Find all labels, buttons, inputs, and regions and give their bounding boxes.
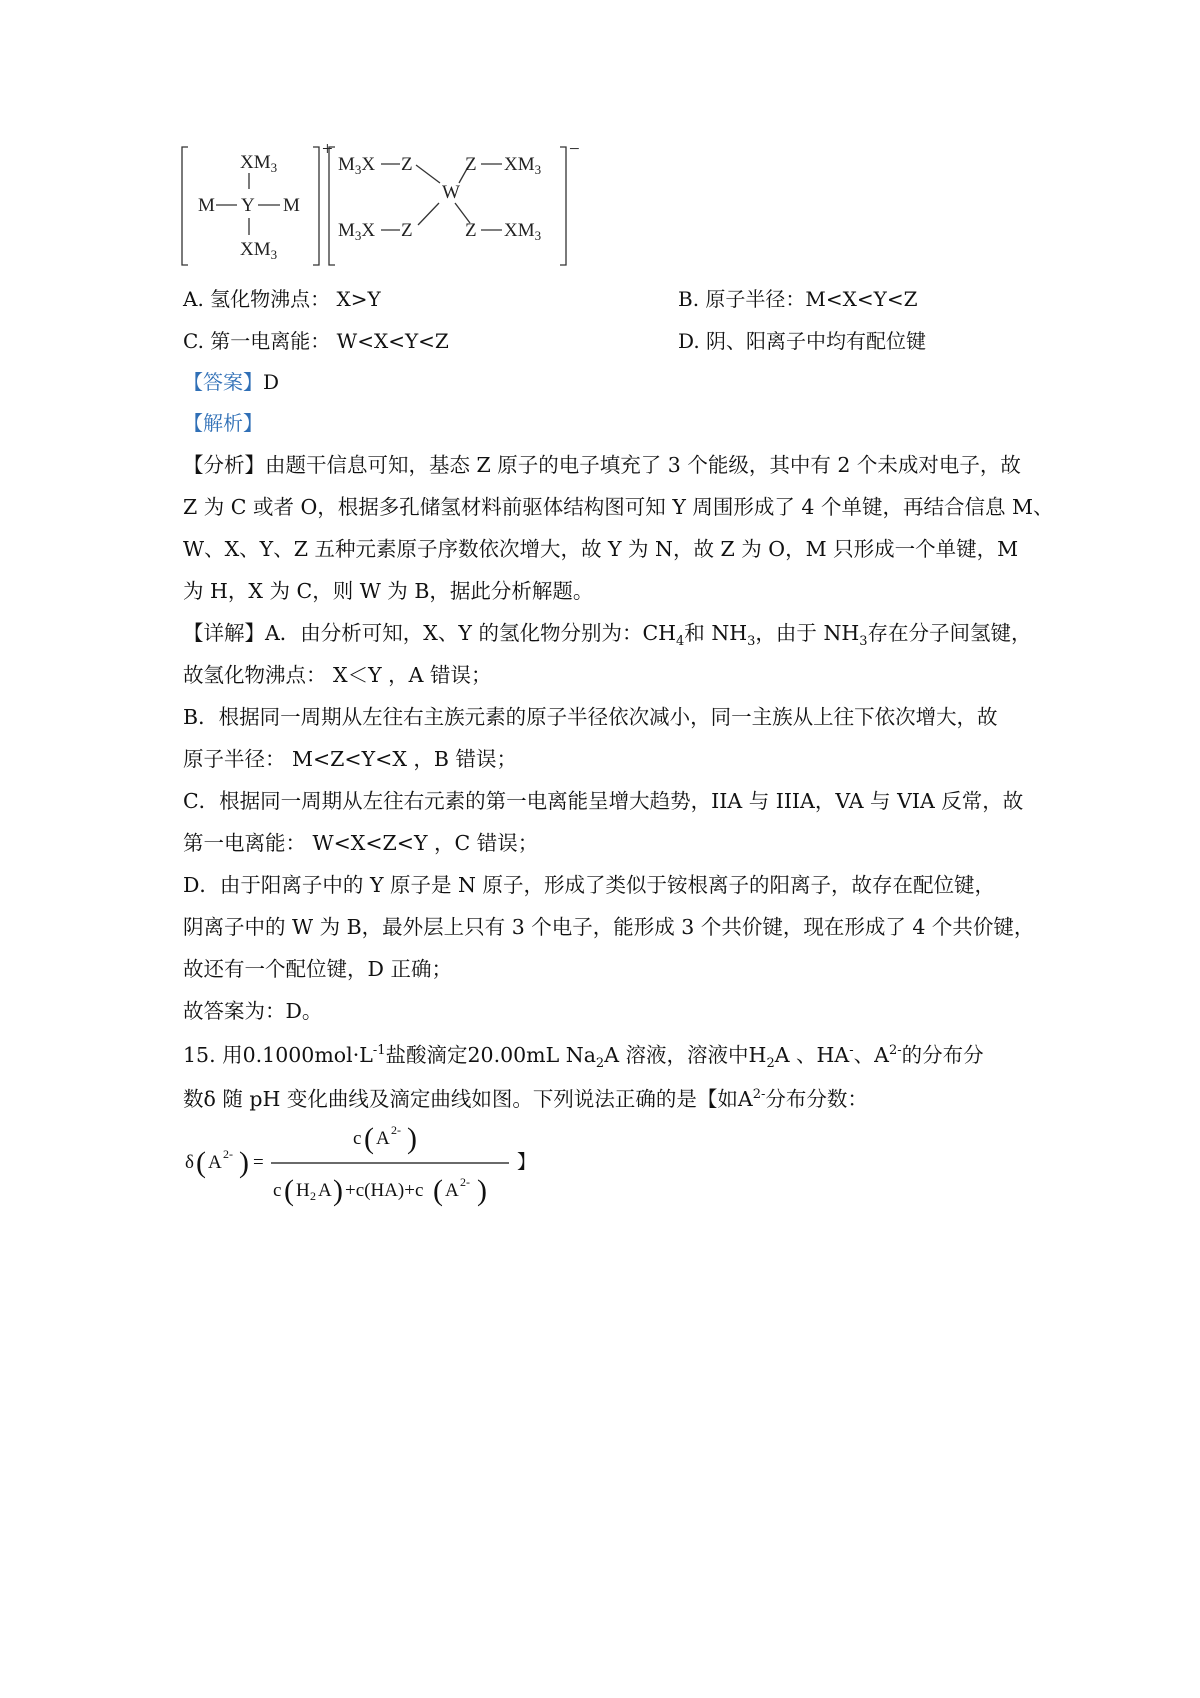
svg-text:A: A [445,1180,459,1201]
question-15-line-1: 15. 用$0.1000mol\cdot L^{-1}$盐酸滴定20.00mL $Na_2A$ 溶液，溶液中$H_2A$ 、HA-、$A^{2-}$的分布分 [183,1043,984,1072]
anion-charge: − [569,143,580,160]
cation-bracket-left [182,147,188,265]
detail-line-4: 原子半径： M<Z<Y<X ，B 错误； [183,747,518,771]
analysis-tag-line [183,407,263,436]
anion-top-right-z: Z [465,154,477,175]
detail-line-5: C．根据同一周期从左往右元素的第一电离能呈增大趋势，IIA 与 IIIA，VA 与 VIA 反常，故 [183,789,1024,813]
detail-line-2: 故氢化物沸点： X＜Y ，A 错误； [183,663,492,687]
structure-diagram [180,143,620,273]
cation-right-atom: M [283,195,300,216]
analysis-tag: 【解析】 [183,411,263,435]
anion-center-atom: W [442,182,460,203]
anion-bottom-right-z: Z [465,220,477,241]
option-c: C. 第一电离能： W<X<Y<Z [183,329,449,353]
svg-text:A: A [318,1180,332,1201]
detail-line-1: 【详解】A．由分析可知，X、Y 的氢化物分别为：$CH_4$和 $NH_3$，由于 $NH_3$存在分子间氢键， [183,621,1032,650]
svg-text:): ) [333,1174,343,1207]
svg-text:A: A [376,1128,390,1149]
anion-top-right-group: $XM_3$ [504,154,542,177]
question-15-line-2: 数δ 随 pH 变化曲线及滴定曲线如图。下列说法正确的是【如$A^{2-}$分布分数： [183,1087,868,1111]
svg-text:c: c [353,1128,362,1149]
cation-left-atom: M [198,195,215,216]
svg-text:δ: δ [185,1152,194,1173]
svg-text:2: 2 [310,1189,316,1203]
anion-bottom-left-group: $M_3X$ [338,220,376,243]
svg-text:(: ( [284,1174,294,1207]
svg-text:+c(HA)+c: +c(HA)+c [345,1180,424,1201]
svg-text:(: ( [196,1146,206,1179]
detail-line-7: D．由于阳离子中的 Y 原子是 N 原子，形成了类似于铵根离子的阳离子，故存在配位键， [183,873,995,897]
detail-line-6: 第一电离能： W<X<Z<Y ，C 错误； [183,831,539,855]
svg-text:=: = [253,1152,264,1173]
detail-line-8: 阴离子中的 W 为 B，最外层上只有 3 个电子，能形成 3 个共价键，现在形成了 4 个共价键， [183,915,1035,939]
answer-tag: 【答案】 [183,370,263,394]
svg-text:): ) [477,1174,487,1207]
svg-text:): ) [407,1122,417,1155]
detail-line-3: B．根据同一周期从左往右主族元素的原子半径依次减小，同一主族从上往下依次增大，故 [183,705,998,729]
analysis-line-1: 【分析】由题干信息可知，基态 Z 原子的电子填充了 3 个能级，其中有 2 个未成对电子，故 [183,453,1021,477]
analysis-line-2: Z 为 C 或者 O，根据多孔储氢材料前驱体结构图可知 Y 周围形成了 4 个单键，再结合信息 M、 [183,495,1054,519]
cation-charge: + [322,143,333,160]
anion-top-left-group: $M_3X$ [338,154,376,177]
detail-line-9: 故还有一个配位键，D 正确； [183,957,452,981]
cation-top-group: $XM_3$ [240,152,278,175]
distribution-fraction-formula [183,1120,543,1210]
svg-text:c: c [273,1180,282,1201]
svg-text:2-: 2- [391,1123,401,1137]
answer-value: D [263,370,280,394]
svg-text:): ) [239,1146,249,1179]
anion-bracket-right [560,147,566,265]
anion-bottom-left-z: Z [401,220,413,241]
svg-text:(: ( [433,1174,443,1207]
svg-text:2-: 2- [223,1147,233,1161]
svg-text:2-: 2- [460,1175,470,1189]
anion-bracket-left [329,147,335,265]
detail-line-10: 故答案为：D。 [183,999,323,1023]
option-a: A. 氢化物沸点： X>Y [183,287,381,311]
svg-text:】: 】 [517,1152,537,1173]
anion-bottom-right-group: $XM_3$ [504,220,542,243]
option-b: B. 原子半径：M<X<Y<Z [678,287,918,311]
analysis-line-3: W、X、Y、Z 五种元素原子序数依次增大，故 Y 为 N，故 Z 为 O，M 只形成一个单键，M [183,537,1019,561]
anion-top-left-z: Z [401,154,413,175]
svg-text:H: H [296,1180,310,1201]
cation-center-atom: Y [241,195,255,216]
option-d: D. 阴、阳离子中均有配位键 [678,329,927,353]
svg-text:(: ( [364,1122,374,1155]
cation-bracket-right [313,147,319,265]
analysis-line-4: 为 H，X 为 C，则 W 为 B，据此分析解题。 [183,579,594,603]
svg-text:A: A [208,1152,222,1173]
answer-line [183,366,279,395]
cation-bottom-group: $XM_3$ [240,239,278,262]
